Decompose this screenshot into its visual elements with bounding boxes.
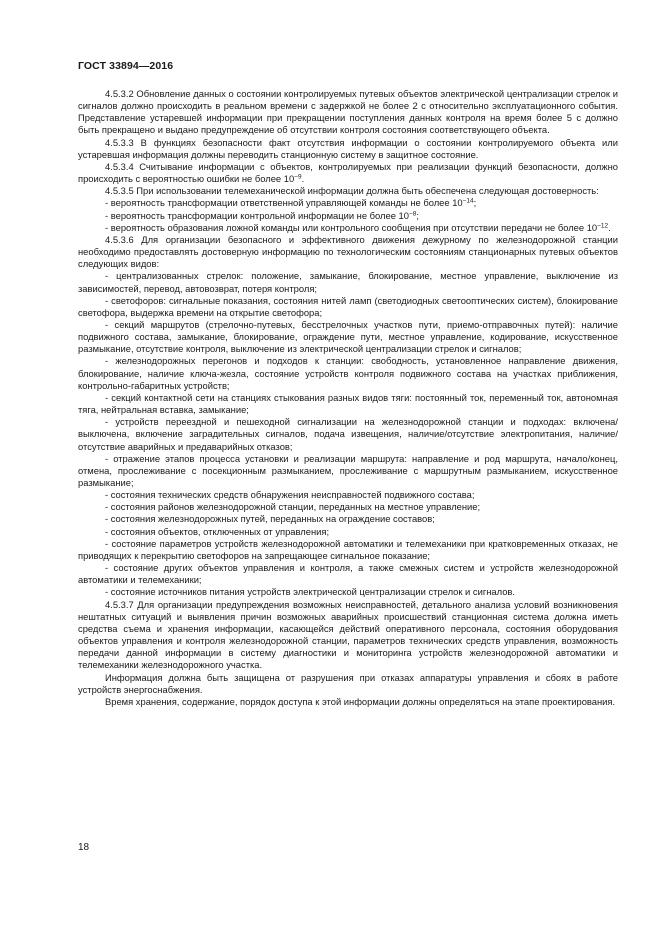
paragraph-text: 4.5.3.3 В функциях безопасности факт отсутствия информации о состоянии контролируемого объекта или устаревшая информация должны переводить станционную систему в защитное состояние. (78, 136, 618, 160)
paragraph (78, 526, 618, 538)
paragraph-text: - состояние параметров устройств железнодорожной автоматики и телемеханики при кратковременных отказах, не приводящих к перекрытию светофоров на запрещающее сигнальное показание; (78, 537, 618, 561)
paragraph-text: - вероятность трансформации контрольной информации не более 10 (105, 209, 409, 221)
paragraph (78, 88, 618, 137)
paragraph (78, 453, 618, 489)
paragraph (78, 672, 618, 696)
paragraph (78, 222, 618, 234)
paragraph-text: - устройств переездной и пешеходной сигнализации на железнодорожной станции и подходах: включена/выключена, включение заградительных сигналов, подача извещения, наличие/отсутствие электропитания, наличие/отсутствие аварийных и предаварийных отказов; (78, 416, 618, 452)
paragraph (78, 161, 618, 185)
paragraph (78, 538, 618, 562)
paragraph (78, 696, 618, 708)
paragraph-text: - светофоров: сигнальные показания, состояния нитей ламп (светодиодных светооптических систем), блокирование светофора, выдержка времени на открытие светофора; (78, 294, 618, 318)
paragraph-text: - состояния железнодорожных путей, переданных на ограждение составов; (105, 513, 435, 525)
paragraph-text: 4.5.3.6 Для организации безопасного и эффективного движения дежурному по железнодорожной станции необходимо предоставлять достоверную информацию по технологическим состояниям станционарных путевых объектов следующих видов: (78, 233, 618, 270)
paragraph (78, 355, 618, 391)
paragraph (78, 137, 618, 161)
paragraph-text: - централизованных стрелок: положение, замыкание, блокирование, местное управление, выключение из зависимостей, перевод, автовозврат, потеря контроля; (78, 270, 618, 294)
paragraph-text: - состояния технических средств обнаружения неисправностей подвижного состава; (105, 489, 475, 501)
paragraph-text: - вероятность трансформации ответственной управляющей команды не более 10 (105, 197, 463, 209)
paragraph-text: - состояния районов железнодорожной станции, переданных на местное управление; (105, 501, 481, 513)
page-number: 18 (78, 842, 90, 853)
paragraph-text: Информация должна быть защищена от разрушения при отказах аппаратуры управления и сбоях в работе устройств энергоснабжения. (78, 671, 618, 695)
paragraph-text: 4.5.3.4 Считывание информации с объектов, контролируемых при реализации функций безопасности, должно происходить с вероятностью ошибки не более 10 (78, 160, 618, 185)
paragraph (78, 562, 618, 586)
document-body (78, 88, 618, 708)
paragraph-tail: ; (416, 209, 420, 221)
paragraph-tail: . (608, 221, 611, 233)
exponent: −8 (408, 210, 417, 218)
paragraph-text: - секций контактной сети на станциях стыкования разных видов тяги: постоянный ток, переменный ток, автономная тяга, нейтральная вставка, замыкание; (78, 391, 618, 416)
paragraph (78, 270, 618, 294)
paragraph-text: - состояние источников питания устройств электрической централизации стрелок и сигналов. (105, 586, 516, 598)
paragraph (78, 185, 618, 197)
paragraph-text: 4.5.3.2 Обновление данных о состоянии контролируемых путевых объектов электрической централизации стрелок и сигналов должно происходить в реальном времени с задержкой не более 2 с относительно эксплуатационного события. Представление устаревшей информации при прекращении поступления данных контроля на время более 5 с должно быть прекращено и выдано предупреждение об отсутствии контроля состояния соответствующего объекта. (78, 88, 618, 136)
paragraph (78, 392, 618, 416)
paragraph (78, 501, 618, 513)
paragraph-text: Время хранения, содержание, порядок доступа к этой информации должны определяться на этапе проектирования. (105, 695, 616, 707)
paragraph (78, 513, 618, 525)
paragraph (78, 599, 618, 672)
paragraph (78, 210, 618, 222)
paragraph (78, 197, 618, 209)
paragraph-text: - состояние других объектов управления и контроля, а также смежных систем и устройств железнодорожной автоматики и телемеханики; (78, 562, 618, 586)
paragraph-text: - железнодорожных перегонов и подходов к станции: свободность, установленное направление движения, блокирование, наличие ключа-жезла, состояние устройств контроля подвижного состава на участках приближения, контрольно-габаритных устройств; (78, 355, 618, 391)
paragraph-text: - вероятность образования ложной команды или контрольного сообщения при отсутствии передачи не более 10 (105, 221, 598, 233)
paragraph (78, 234, 618, 270)
paragraph-text: - состояния объектов, отключенных от управления; (105, 525, 330, 537)
paragraph-text: 4.5.3.7 Для организации предупреждения возможных неисправностей, детального анализа условий возникновения нештатных ситуаций и выявления причин возможных аварийных происшествий станционная система должна иметь средства съема и хранения информации, касающейся действий оперативного персонала, состояния оборудования объектов управления и контроля железнодорожной станции, параметров технических средств управления, возможность передачи данной информации в систему диагностики и мониторинга устройств железнодорожной автоматики и телемеханики железнодорожного участка. (78, 598, 618, 671)
exponent: −14 (462, 197, 474, 205)
paragraph-tail: ; (473, 197, 477, 209)
paragraph-tail: . (301, 173, 305, 185)
paragraph-text: - секций маршрутов (стрелочно-путевых, бесстрелочных участков пути, приемо-отправочных путей): наличие подвижного состава, замыкание, блокирование, ограждение пути, местное управление, кодирование, искусственное размыкание, отсутствие контроля, выключение из электрической централизации стрелок и сигналов; (78, 318, 618, 355)
paragraph (78, 586, 618, 598)
paragraph (78, 295, 618, 319)
paragraph (78, 489, 618, 501)
exponent: −9 (294, 173, 302, 181)
paragraph (78, 319, 618, 355)
exponent: −12 (597, 222, 609, 230)
paragraph-text: - отражение этапов процесса установки и реализации маршрута: направление и род маршрута, начало/конец, отмена, прослеживание с посекционным размыканием, прослеживание с маршрутным размыканием, искусственное размыкание; (78, 452, 618, 488)
paragraph (78, 416, 618, 452)
document-header: ГОСТ 33894—2016 (78, 60, 174, 72)
paragraph-text: 4.5.3.5 При использовании телемеханической информации должна быть обеспечена следующая достоверность: (105, 185, 599, 197)
